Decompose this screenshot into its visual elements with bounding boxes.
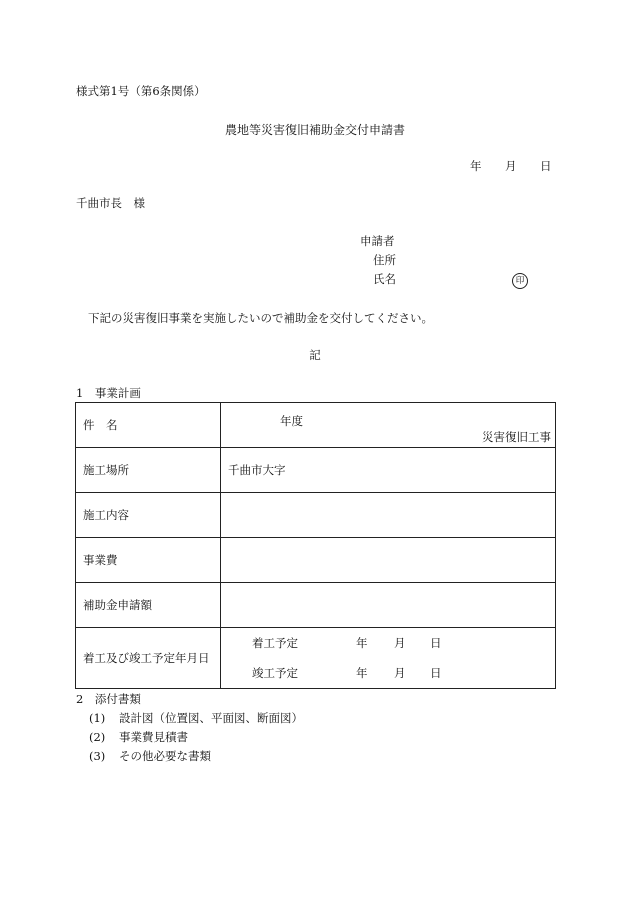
start-day-label: 日 [430, 636, 442, 650]
section1-heading: 1 事業計画 [76, 386, 141, 400]
place-label: 施工場所 [83, 463, 129, 477]
attachment-text-2: 事業費見積書 [119, 730, 188, 744]
table-row [76, 538, 556, 583]
end-day-label: 日 [430, 666, 442, 680]
end-month-label: 月 [394, 666, 406, 680]
attachment-num-1: (1) [89, 711, 106, 725]
cost-value-cell [221, 538, 556, 583]
content-label-cell [76, 493, 221, 538]
applicant-address-label: 住所 [373, 253, 396, 267]
table-row [76, 583, 556, 628]
cost-label-cell [76, 538, 221, 583]
table-row [76, 493, 556, 538]
schedule-value-cell [221, 628, 556, 689]
page-title: 農地等災害復旧補助金交付申請書 [224, 123, 405, 137]
place-value: 千曲市大字 [228, 463, 286, 477]
addressee: 千曲市長 様 [76, 196, 145, 210]
seal-mark: 印 [512, 273, 528, 289]
place-label-cell [76, 448, 221, 493]
end-year-label: 年 [356, 666, 368, 680]
attachment-text-1: 設計図（位置図、平面図、断面図） [119, 711, 303, 725]
date-year-label: 年 [470, 159, 482, 173]
subsidy-label-cell [76, 583, 221, 628]
subsidy-label: 補助金申請額 [83, 598, 152, 612]
end-label: 竣工予定 [252, 666, 298, 680]
cost-label: 事業費 [83, 553, 118, 567]
section2-heading: 2 添付書類 [76, 692, 141, 706]
attachment-num-3: (3) [89, 749, 106, 763]
attachment-text-3: その他必要な書類 [119, 749, 211, 763]
name-value-cell [221, 403, 556, 448]
schedule-label: 着工及び竣工予定年月日 [83, 651, 210, 665]
attachment-num-2: (2) [89, 730, 106, 744]
subsidy-value-cell [221, 583, 556, 628]
request-statement: 下記の災害復旧事業を実施したいので補助金を交付してください。 [88, 311, 433, 325]
form-number: 様式第1号（第6条関係） [76, 84, 206, 98]
content-value-cell [221, 493, 556, 538]
content-label: 施工内容 [83, 508, 129, 522]
ki-heading: 記 [309, 348, 321, 362]
place-value-cell [221, 448, 556, 493]
table-row [76, 628, 556, 689]
schedule-label-cell [76, 628, 221, 689]
applicant-heading: 申請者 [360, 234, 395, 248]
date-month-label: 月 [505, 159, 517, 173]
name-label-cell [76, 403, 221, 448]
applicant-name-label: 氏名 [373, 272, 396, 286]
project-suffix: 災害復旧工事 [482, 430, 551, 444]
fiscal-year-label: 年度 [280, 414, 303, 428]
name-label: 件 名 [83, 418, 118, 432]
start-month-label: 月 [394, 636, 406, 650]
start-label: 着工予定 [252, 636, 298, 650]
start-year-label: 年 [356, 636, 368, 650]
table-row [76, 403, 556, 448]
table-row [76, 448, 556, 493]
project-plan-table [75, 402, 556, 689]
date-day-label: 日 [540, 159, 552, 173]
